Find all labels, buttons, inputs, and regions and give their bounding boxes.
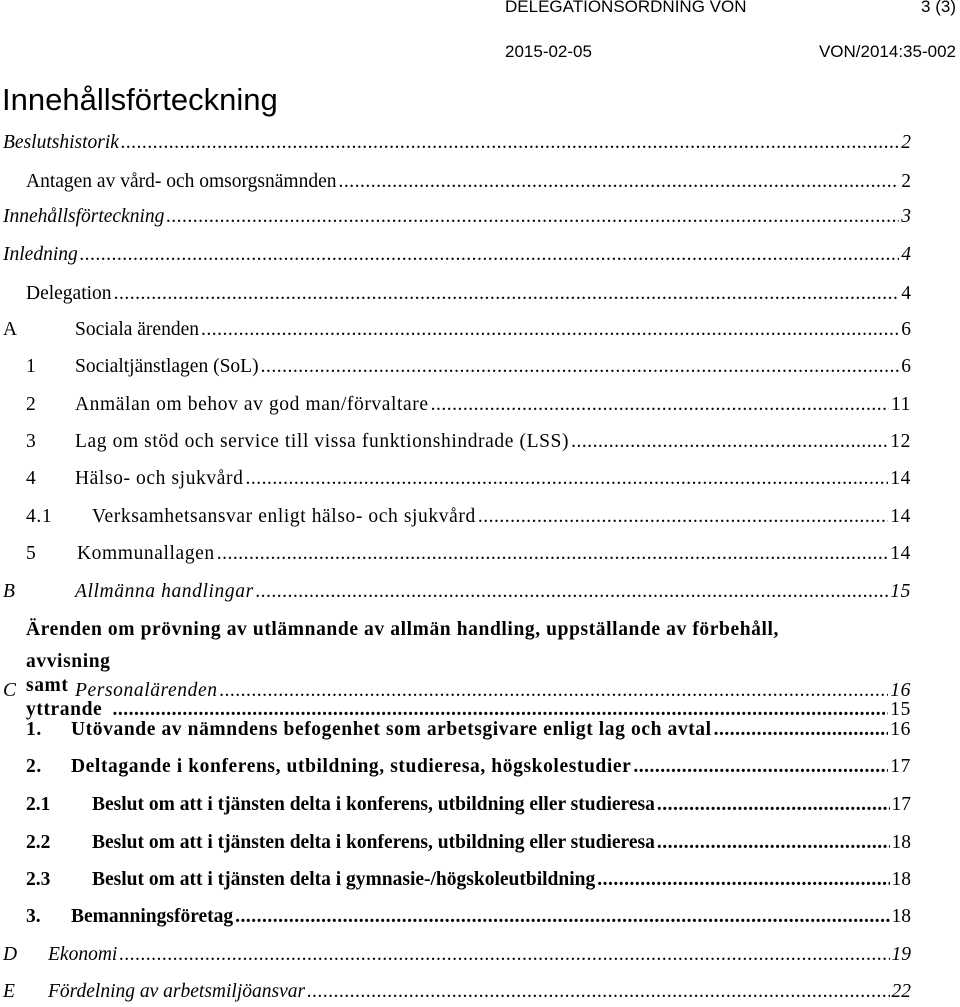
toc-entry-title: Beslut om att i tjänsten delta i konferens, utbildning eller studieresa <box>92 832 655 853</box>
toc-entry-title: Ekonomi <box>48 944 118 965</box>
toc-entry-page: 4 <box>901 244 911 265</box>
toc-entry-number: 4 <box>26 468 37 489</box>
toc-entry-page: 11 <box>891 394 911 415</box>
toc-entry-page: 22 <box>891 981 911 1002</box>
toc-entry-page: 6 <box>901 356 911 377</box>
document-date: 2015-02-05 <box>505 42 592 61</box>
toc-entry-number: 4.1 <box>26 506 53 527</box>
toc-entry[interactable] <box>0 282 911 306</box>
toc-entry[interactable] <box>0 980 911 1004</box>
toc-entry-title: Ärenden om prövning av utlämnande av allmän handling, uppställande av förbehåll, <box>26 619 780 640</box>
toc-leader <box>217 542 889 566</box>
toc-leader <box>80 243 900 267</box>
toc-entry-number: A <box>3 319 18 340</box>
toc-entry[interactable] <box>0 467 911 491</box>
toc-entry-title: Inledning <box>3 244 78 265</box>
toc-entry[interactable] <box>0 831 911 855</box>
toc-entry-page: 17 <box>890 756 911 777</box>
toc-leader <box>166 205 899 229</box>
toc-entry-number: 2 <box>26 394 37 415</box>
toc-entry-number: 1. <box>26 719 42 740</box>
toc-entry-page: 16 <box>890 680 911 701</box>
toc-entry-page: 2 <box>901 132 911 153</box>
toc-leader <box>338 170 899 194</box>
toc-entry-number: 2.3 <box>26 869 51 890</box>
toc-entry[interactable] <box>0 905 911 929</box>
toc-entry-title: Hälso- och sjukvård <box>75 468 244 489</box>
toc-entry[interactable] <box>0 718 911 742</box>
toc-entry-title: Innehållsförteckning <box>3 206 165 227</box>
toc-leader <box>220 679 889 703</box>
document-reference: VON/2014:35-002 <box>818 42 956 61</box>
toc-entry-title: Antagen av vård- och omsorgsnämnden <box>26 171 337 192</box>
toc-leader <box>114 282 900 306</box>
toc-entry[interactable] <box>0 170 911 194</box>
toc-entry-page: 3 <box>901 206 911 227</box>
toc-entry-title: Socialtjänstlagen (SoL) <box>75 356 259 377</box>
toc-entry[interactable] <box>0 505 911 529</box>
toc-entry-page: 15 <box>890 699 911 720</box>
toc-leader <box>633 755 888 779</box>
toc-entry-title: Beslut om att i tjänsten delta i gymnasie-/högskoleutbildning <box>92 869 596 890</box>
toc-entry[interactable] <box>0 755 911 779</box>
toc-leader <box>657 831 890 855</box>
toc-entry[interactable] <box>26 618 911 722</box>
toc-entry[interactable] <box>0 318 911 342</box>
toc-entry-page: 12 <box>890 431 911 452</box>
toc-entry-number: 3 <box>26 431 37 452</box>
toc-entry-page: 14 <box>890 468 911 489</box>
toc-entry-title: Delegation <box>26 283 112 304</box>
toc-entry-title: Lag om stöd och service till vissa funktionshindrade (LSS) <box>75 431 570 452</box>
toc-entry-title: Kommunallagen <box>77 543 215 564</box>
toc-entry[interactable] <box>0 243 911 267</box>
toc-entry-number: D <box>3 944 18 965</box>
toc-entry-page: 14 <box>890 543 911 564</box>
toc-entry-number: 5 <box>26 543 37 564</box>
toc-entry[interactable] <box>0 205 911 229</box>
toc-entry-number: E <box>3 981 15 1002</box>
toc-entry-number: 2.1 <box>26 794 51 815</box>
toc-entry-title: Allmänna handlingar <box>75 581 254 602</box>
toc-entry-number: B <box>3 581 16 602</box>
toc-entry-page: 16 <box>890 719 911 740</box>
toc-entry-title: Bemanningsföretag <box>71 906 234 927</box>
toc-entry[interactable] <box>0 355 911 379</box>
toc-leader <box>235 905 889 929</box>
toc-entry-title: Personalärenden <box>75 680 218 701</box>
toc-leader <box>256 580 889 604</box>
toc-leader <box>119 943 889 967</box>
toc-entry-page: 18 <box>891 869 911 890</box>
toc-entry-page: 17 <box>891 794 911 815</box>
toc-entry-title: Deltagande i konferens, utbildning, studieresa, högskolestudier <box>71 756 632 777</box>
toc-entry-title: Beslutshistorik <box>3 132 119 153</box>
toc-leader <box>431 393 889 417</box>
page-number: 3 (3) <box>921 0 956 16</box>
toc-entry-number: 3. <box>26 906 41 927</box>
toc-leader <box>597 868 889 892</box>
toc-entry-number: C <box>3 680 17 701</box>
toc-entry[interactable] <box>0 393 911 417</box>
toc-entry-title: Utövande av nämndens befogenhet som arbetsgivare enligt lag och avtal <box>71 719 712 740</box>
toc-entry[interactable] <box>0 542 911 566</box>
toc-entry[interactable] <box>0 430 911 454</box>
toc-leader <box>478 505 888 529</box>
toc-entry-page: 4 <box>901 283 911 304</box>
toc-entry-title: Anmälan om behov av god man/förvaltare <box>75 394 429 415</box>
toc-entry-number: 1 <box>26 356 36 377</box>
toc-entry-number: 2. <box>26 756 42 777</box>
toc-leader <box>245 467 888 491</box>
toc-leader <box>121 131 899 155</box>
toc-entry[interactable] <box>0 679 911 703</box>
document-title: DELEGATIONSORDNING VON <box>505 0 747 16</box>
toc-leader <box>657 793 890 817</box>
toc-entry-title: Beslut om att i tjänsten delta i konferens, utbildning eller studieresa <box>92 794 655 815</box>
toc-entry-page: 14 <box>890 506 911 527</box>
toc-entry[interactable] <box>0 793 911 817</box>
toc-entry[interactable] <box>0 868 911 892</box>
toc-entry-page: 19 <box>891 944 911 965</box>
toc-entry-title: Fördelning av arbetsmiljöansvar <box>48 981 306 1002</box>
toc-entry-title-continued: avvisning samt yttrande <box>26 651 111 720</box>
toc-entry[interactable] <box>0 943 911 967</box>
toc-entry-title: Verksamhetsansvar enligt hälso- och sjukvård <box>92 506 476 527</box>
toc-entry-page: 15 <box>890 581 911 602</box>
toc-leader <box>201 318 899 342</box>
toc-leader <box>307 980 889 1004</box>
toc-entry[interactable] <box>0 580 911 604</box>
toc-entry-title: Sociala ärenden <box>75 319 199 340</box>
toc-leader <box>571 430 888 454</box>
toc-leader <box>261 355 900 379</box>
toc-entry-page: 18 <box>891 906 911 927</box>
toc-leader <box>714 718 889 742</box>
toc-entry-page: 18 <box>891 832 911 853</box>
toc-entry[interactable] <box>0 131 911 155</box>
toc-entry-page: 6 <box>901 319 911 340</box>
toc-entry-page: 2 <box>901 171 911 192</box>
toc-heading: Innehållsförteckning <box>2 82 278 117</box>
toc-entry-number: 2.2 <box>26 832 51 853</box>
